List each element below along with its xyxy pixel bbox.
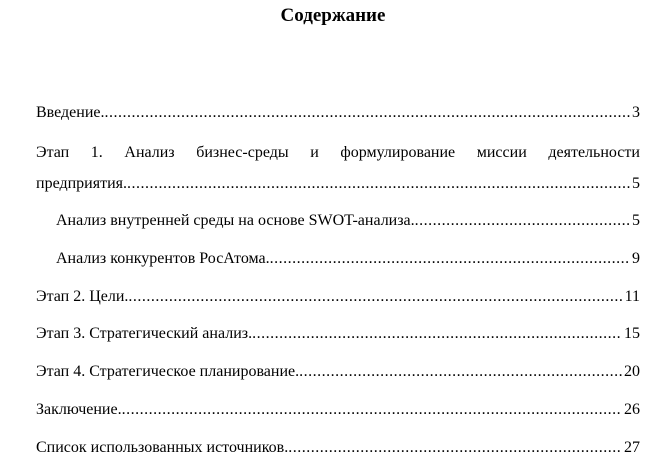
toc-page-number: 15 — [624, 325, 640, 342]
toc-page-number: 3 — [632, 104, 640, 121]
toc-entry-label-line2: предприятия. — [36, 175, 127, 192]
toc-entry-stage4 — [36, 362, 640, 382]
toc-entry-label: Этап 2. Цели. — [36, 288, 129, 305]
toc-page-number: 5 — [632, 175, 640, 192]
dot-leader — [299, 362, 622, 382]
toc-page-number: 26 — [624, 401, 640, 418]
toc-entry-stage3 — [36, 324, 640, 344]
toc-page-number: 5 — [632, 212, 640, 229]
dot-leader — [288, 438, 622, 458]
toc-entry-label: Анализ внутренней среды на основе SWOT-анализа. — [56, 212, 415, 229]
dot-leader — [105, 103, 631, 123]
toc-word: 1. — [90, 144, 103, 161]
toc-page-number: 27 — [624, 439, 640, 456]
toc-entry-label: Анализ конкурентов РосАтома. — [56, 250, 270, 267]
toc-page-number: 20 — [624, 363, 640, 380]
toc-entry-sub2 — [56, 249, 640, 269]
toc-word: бизнес-среды — [196, 144, 289, 161]
dot-leader — [415, 211, 630, 231]
toc-entry-label: Этап 3. Стратегический анализ. — [36, 325, 253, 342]
page-title: Содержание — [280, 5, 386, 26]
toc-page-number: 11 — [624, 288, 640, 305]
toc-entry-stage1 — [36, 143, 640, 163]
toc-entry-label: Этап 4. Стратегическое планирование. — [36, 363, 300, 380]
toc-word: Этап — [36, 144, 70, 161]
dot-leader — [127, 174, 630, 194]
dot-leader — [270, 249, 630, 269]
dot-leader — [252, 324, 622, 344]
toc-word: формулирование — [340, 144, 456, 161]
toc-word: деятельности — [548, 144, 640, 161]
toc-entry-stage2 — [36, 287, 640, 307]
toc-entry-conclusion — [36, 400, 640, 420]
toc-entry-stage1-cont — [36, 174, 640, 194]
toc-entry-intro — [36, 103, 640, 123]
toc-entry-label: Список использованных источников. — [36, 439, 289, 456]
toc-entry-label: Введение. — [36, 104, 105, 121]
toc-word: миссии — [476, 144, 527, 161]
toc-entry-label-line1 — [36, 143, 640, 163]
toc-word: Анализ — [124, 144, 175, 161]
dot-leader — [122, 400, 622, 420]
toc-word: и — [310, 144, 319, 161]
toc-page-number: 9 — [632, 250, 640, 267]
toc-entry-sub1 — [56, 211, 640, 231]
dot-leader — [128, 287, 622, 307]
toc-entry-label: Заключение. — [36, 401, 122, 418]
toc-entry-sources — [36, 438, 640, 458]
